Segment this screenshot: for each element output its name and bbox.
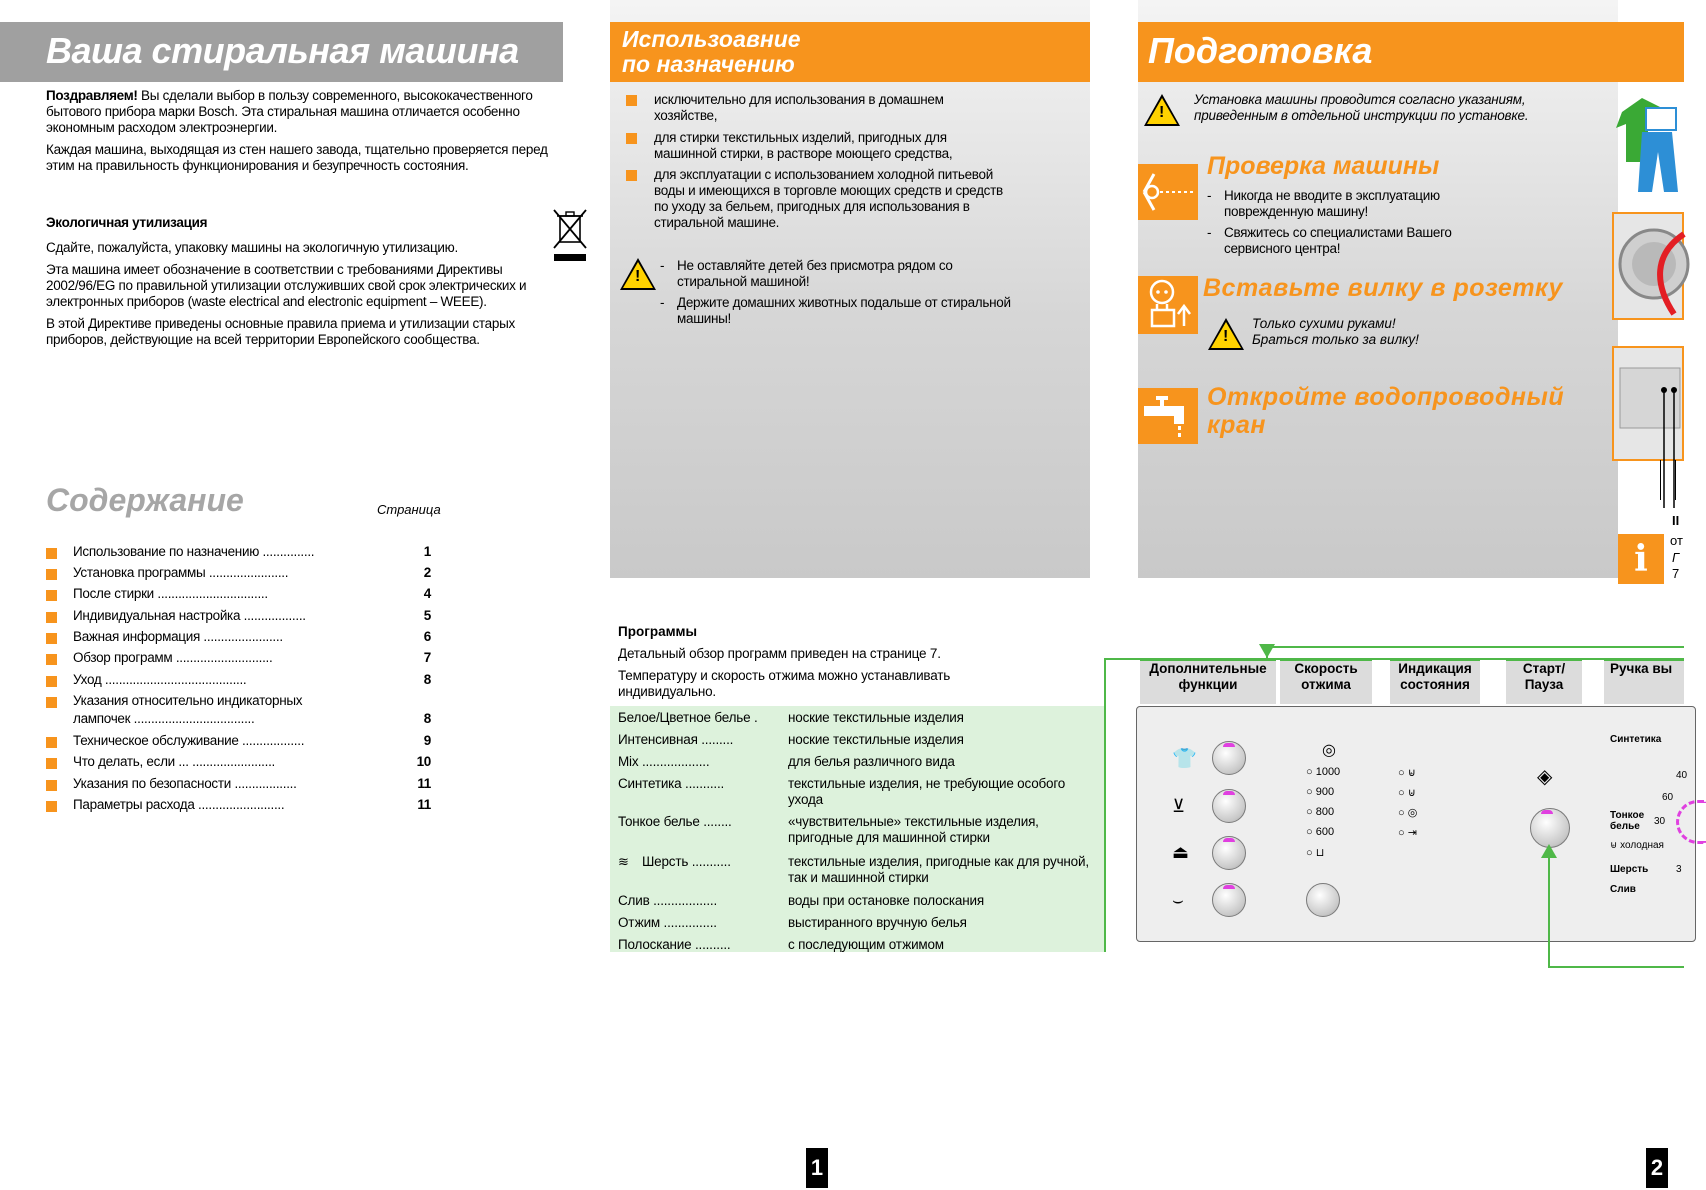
usage-title-line1: Использоавние [622, 26, 801, 52]
programs-connector-line [1104, 658, 1106, 952]
shirt-icon: 👕 [1172, 748, 1197, 770]
page-number-2: 2 [1646, 1148, 1668, 1188]
warning-icon [620, 258, 656, 290]
rinse-icon: ⊻ [1172, 796, 1186, 816]
speed-option: ○ 600 [1306, 826, 1335, 838]
plug-socket-icon [1138, 276, 1198, 334]
page-number-1: 1 [806, 1148, 828, 1188]
status-spin-indicator: ○ ◎ [1398, 807, 1418, 819]
programs-line2: Температуру и скорость отжима можно устанавливать индивидуально. [618, 668, 951, 699]
speed-option: ○ 1000 [1306, 766, 1341, 778]
bullet-square-icon [46, 676, 57, 687]
intro-rest: Вы сделали выбор в пользу современного, высококачественного бытового прибора марки Bosch. Эта стиральная машина отличается особенно экономным расходом электроэнергии. [46, 88, 533, 135]
toc-item-continued[interactable]: лампочек ................................... 8 [73, 711, 431, 726]
bullet-square-icon [46, 780, 57, 791]
check-title: Проверка машины [1207, 152, 1440, 180]
cut-text-4: 7 [1672, 566, 1680, 581]
toc-item[interactable]: Техническое обслуживание .................. 9 [46, 733, 431, 753]
speed-option: ○ 800 [1306, 806, 1335, 818]
bullet-square-icon [626, 170, 637, 181]
eye-icon [1138, 164, 1198, 220]
detergent-drawer-illustration [1612, 346, 1684, 461]
prog-label-drain: Слив [1610, 884, 1636, 895]
toc-item[interactable]: После стирки ................................ 4 [46, 586, 431, 606]
start-pause-pointer-bottom [1548, 966, 1684, 968]
cut-text-3: Г [1672, 550, 1680, 565]
laundry-clothes-icon [1612, 92, 1684, 202]
page1-intro [46, 88, 566, 180]
temp-3: 3 [1676, 864, 1682, 875]
programs-heading: Программы [618, 624, 698, 639]
cut-text-2: от [1670, 533, 1683, 548]
plug-title: Вставьте вилку в розетку [1203, 274, 1563, 302]
toc-item[interactable]: Что делать, если ... ........................ 10 [46, 754, 431, 774]
bullet-square-icon [626, 95, 637, 106]
panel-header-program-knob: Ручка вы [1604, 658, 1684, 704]
toc-item[interactable]: Важная информация ....................... 6 [46, 629, 431, 649]
bullet-square-icon [46, 654, 57, 665]
toc-title: Содержание [46, 482, 244, 518]
panel-top-connector [1266, 646, 1684, 648]
toc-item[interactable]: Установка программы ....................... 2 [46, 565, 431, 585]
toc-item[interactable]: Обзор программ ............................ 7 [46, 650, 431, 670]
bullet-square-icon [46, 569, 57, 580]
extra-function-button-1[interactable] [1212, 741, 1246, 775]
basin-icon: ⌣ [1172, 890, 1184, 910]
bullet-square-icon [46, 612, 57, 623]
extra-function-button-4[interactable] [1212, 883, 1246, 917]
intro-p2: Каждая машина, выходящая из стен нашего завода, тщательно проверяется перед этим на правильность функционирования и безупречность состояния. [46, 142, 548, 173]
eco-p1: Сдайте, пожалуйста, упаковку машины на экологичную утилизацию. [46, 240, 458, 255]
speed-option: ○ 900 [1306, 786, 1335, 798]
weee-bin-icon [552, 208, 588, 264]
arrow-up-icon [1541, 842, 1557, 858]
warning-icon [1144, 94, 1180, 126]
panel-header-extra-functions: Дополнительные функции [1140, 658, 1276, 704]
status-wash-indicator: ○ ⊌ [1398, 767, 1416, 779]
eco-p3: В этой Директиве приведены основные правила приема и утилизации старых приборов, действующие на всей территории Европейского сообщества. [46, 316, 515, 347]
plug-warning: Только сухими руками! Браться только за вилку! [1252, 316, 1419, 347]
intro-bold: Поздравляем! [46, 88, 138, 103]
prog-label-synthetics: Синтетика [1610, 734, 1662, 745]
toc-item[interactable]: Указания по безопасности .................. 11 [46, 776, 431, 796]
toc-item[interactable]: Параметры расхода ......................... 11 [46, 797, 431, 817]
prog-label-wool: Шерсть [1610, 864, 1649, 875]
cold-wash-icon: ⊌ холодная [1610, 840, 1664, 851]
spin-icon: ◎ [1322, 742, 1336, 759]
bullet-square-icon [46, 801, 57, 812]
status-end-indicator: ○ ⇥ [1398, 827, 1417, 839]
drawer-pointer-lines [1660, 460, 1676, 500]
no-spin-option: ○ ⊔ [1306, 847, 1325, 859]
iron-icon: ⏏ [1172, 842, 1190, 862]
tap-title: Откройте водопроводный кран [1207, 383, 1565, 439]
prog-label-delicates: Тонкое белье [1610, 810, 1645, 832]
eco-section [46, 215, 566, 354]
temp-60: 60 [1662, 792, 1674, 803]
water-tap-icon [1138, 388, 1198, 444]
panel-header-start-pause: Старт/ Пауза [1506, 658, 1582, 704]
bullet-square-icon [46, 590, 57, 601]
eco-p2: Эта машина имеет обозначение в соответствии с требованиями Директивы 2002/96/EG по правильной утилизации отслуживших свой срок электрических и электронных приборов (waste electrical and electronic equipment – WEEE). [46, 262, 527, 309]
start-pause-pointer-line [1548, 846, 1550, 968]
usage-title-line2: по назначению [622, 51, 795, 77]
cut-text-1: II [1672, 513, 1680, 528]
status-rinse-indicator: ○ ⊍ [1398, 787, 1416, 799]
toc-item[interactable]: Использование по назначению ............... 1 [46, 544, 431, 564]
prep-title-bar [1138, 22, 1684, 82]
bullet-square-icon [626, 133, 637, 144]
wool-icon: ≋ [618, 854, 629, 869]
temp-40: 40 [1676, 770, 1688, 781]
info-icon: i [1618, 534, 1664, 584]
prep-title: Подготовка [1148, 30, 1373, 71]
bullet-square-icon [46, 548, 57, 559]
install-note: Установка машины проводится согласно указаниям, приведенным в отдельной инструкции по установке. [1194, 92, 1529, 123]
page1-title: Ваша стиральная машина [46, 30, 519, 71]
programs-line1: Детальный обзор программ приведен на странице 7. [618, 646, 941, 661]
bullet-square-icon [46, 633, 57, 644]
extra-function-button-3[interactable] [1212, 836, 1246, 870]
eco-heading: Экологичная утилизация [46, 215, 208, 230]
spin-speed-button[interactable] [1306, 883, 1340, 917]
usage-title-bar [610, 22, 1090, 82]
warning-icon [1208, 318, 1244, 350]
panel-header-status: Индикация состояния [1390, 658, 1480, 704]
bullet-square-icon [46, 737, 57, 748]
panel-header-spin-speed: Скорость отжима [1280, 658, 1372, 704]
page1-title-bar [0, 22, 563, 82]
toc-page-label: Страница [377, 502, 441, 517]
toc-item[interactable]: Уход ......................................... 8 [46, 672, 431, 692]
bullet-square-icon [46, 697, 57, 708]
toc-item[interactable]: Указания относительно индикаторных [46, 693, 431, 713]
temp-30: 30 [1654, 816, 1666, 827]
extra-function-button-2[interactable] [1212, 789, 1246, 823]
machine-door-illustration [1612, 212, 1684, 320]
bullet-square-icon [46, 758, 57, 769]
toc-item[interactable]: Индивидуальная настройка .................. 5 [46, 608, 431, 628]
start-pause-icon: ◈ [1537, 766, 1553, 788]
